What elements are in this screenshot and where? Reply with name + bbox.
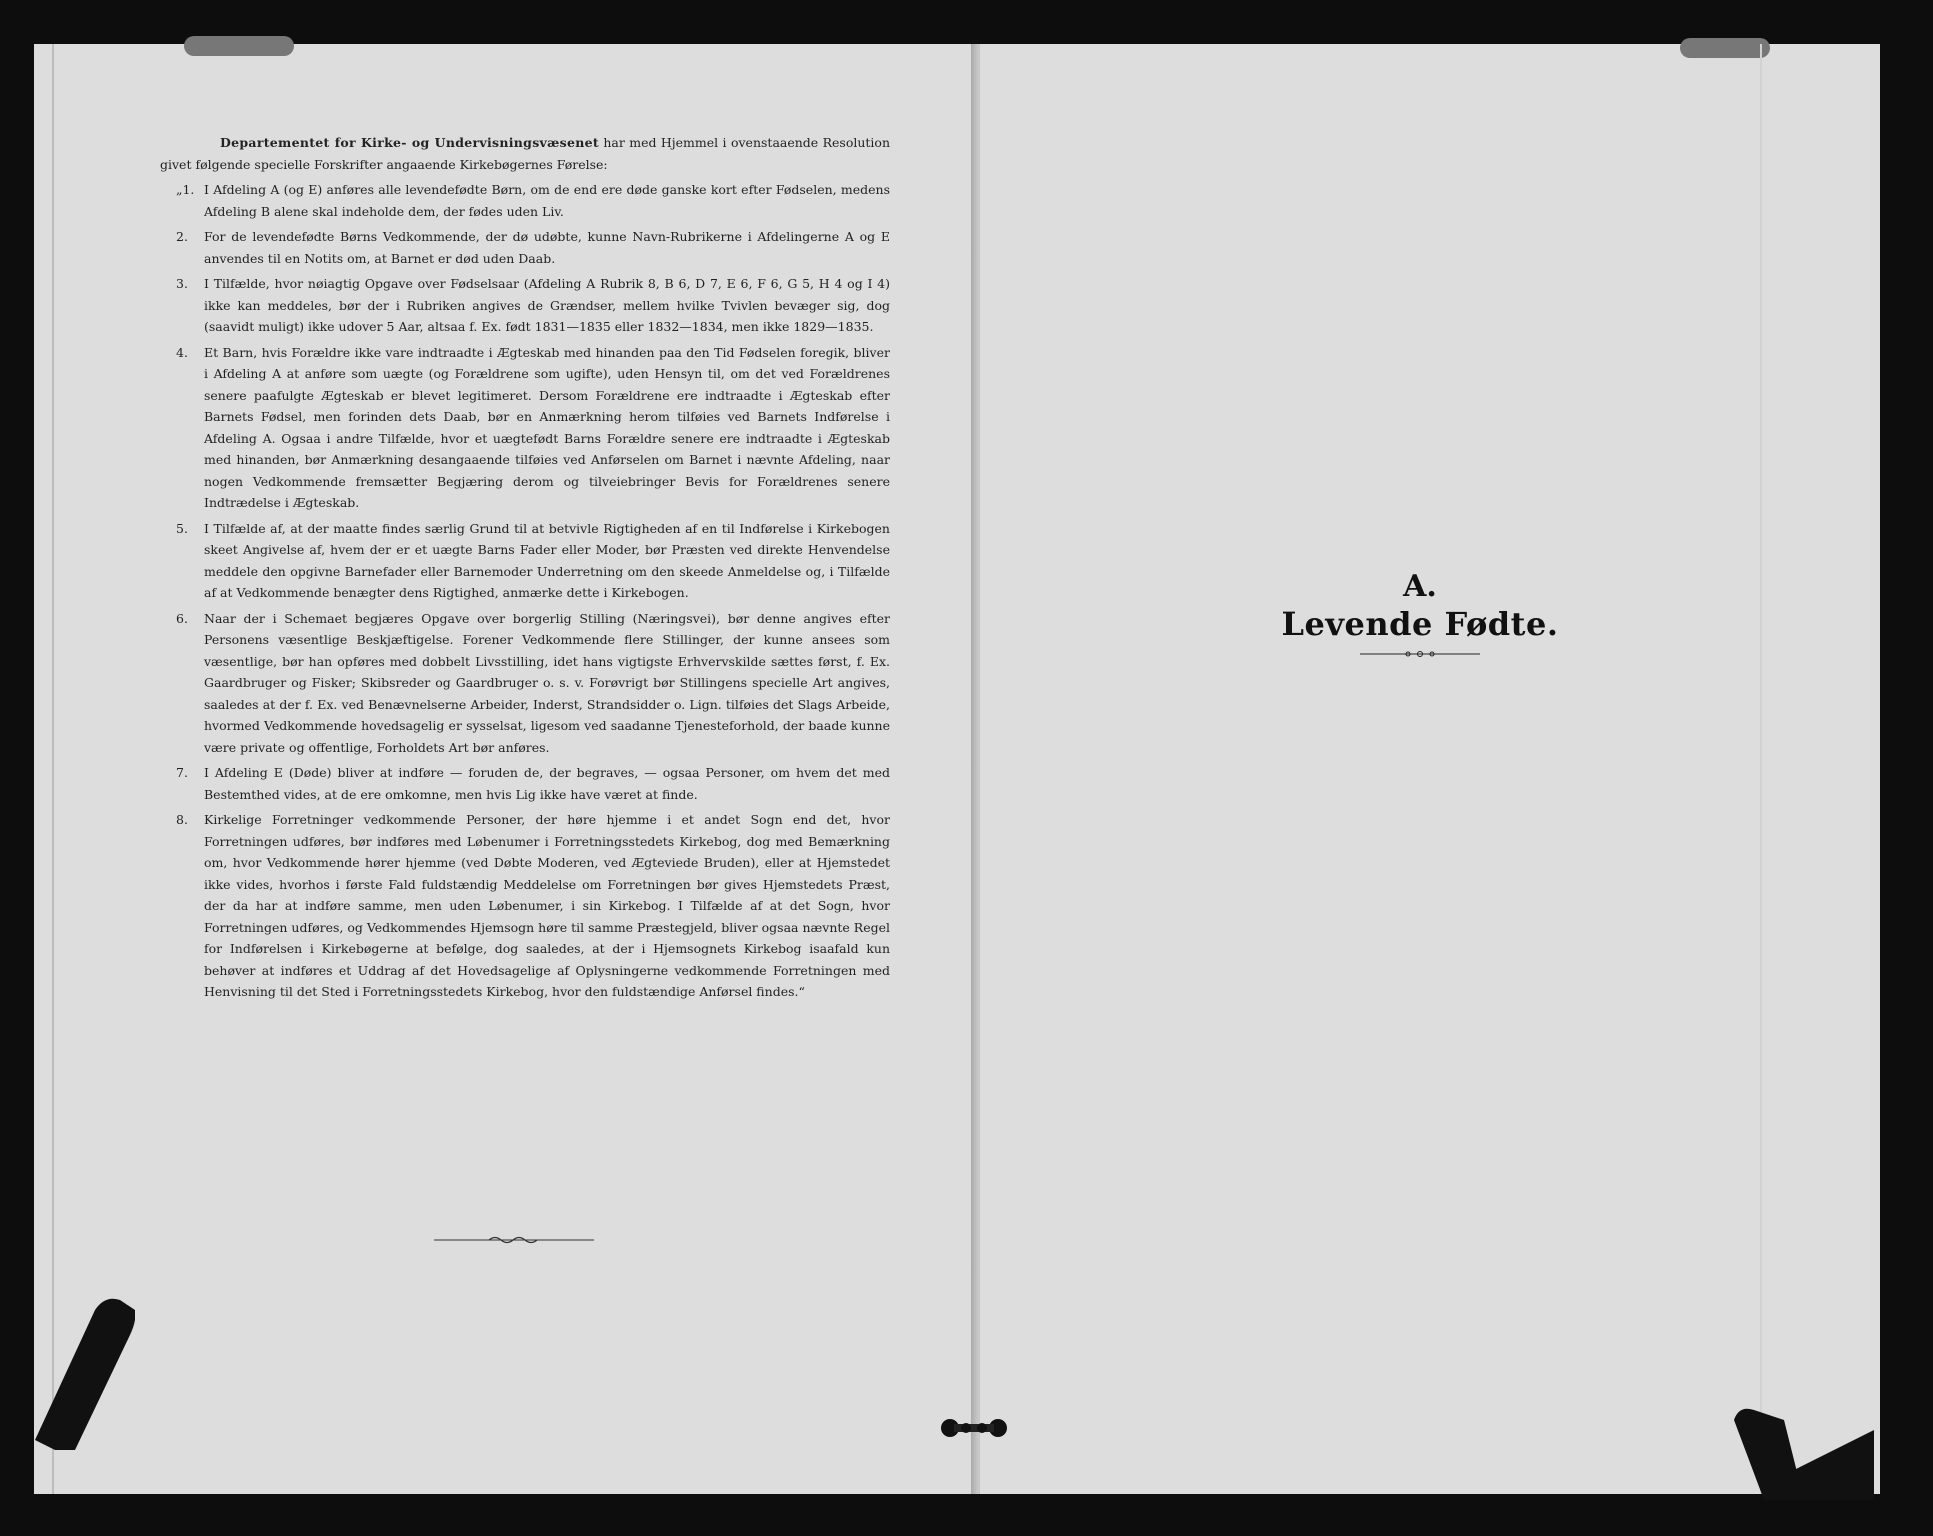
- page-tab: [1680, 38, 1770, 58]
- rule-item: [160, 762, 890, 805]
- rule-number: 8.: [176, 812, 188, 827]
- decorative-rule-ornament-icon: [1360, 650, 1480, 658]
- page-corner-shadow: [35, 1290, 135, 1450]
- left-margin-rule: [52, 44, 54, 1494]
- section-heading: [1270, 570, 1570, 658]
- rule-item: [160, 273, 890, 338]
- section-title: Levende Fødte.: [1281, 605, 1559, 643]
- rule-text: For de levendefødte Børns Vedkommende, der dø udøbte, kunne Navn-Rubrikerne i Afdelingerne A og E anvendes til en Notits om, at Barnet er død uden Daab.: [204, 229, 890, 266]
- intro-heading: Departementet for Kirke- og Undervisningsvæsenet: [220, 135, 599, 150]
- intro-paragraph: [160, 132, 890, 175]
- right-page: [980, 44, 1880, 1494]
- rule-number: 7.: [176, 765, 188, 780]
- rule-text: Et Barn, hvis Forældre ikke vare indtraadte i Ægteskab med hinanden paa den Tid Fødselen foregik, bliver i Afdeling A at anføre som uægte (og Forældrene som ugifte), uden Hensyn til, om det ved Forældrenes senere paafulgte Ægteskab er blevet legitimeret. Dersom Forældrene ere indtraadte i Ægteskab efter Barnets Fødsel, men forinden dets Daab, bør en Anmærkning herom tilføies ved Barnets Indførelse i Afdeling A. Ogsaa i andre Tilfælde, hvor et uægtefødt Barns Forældre senere ere indtraadte i Ægteskab med hinanden, bør Anmærkning desangaaende tilføies ved Anførselen om Barnet i nævnte Afdeling, naar nogen Vedkommende fremsætter Begjæring derom og tilveiebringer Bevis for Forældrenes senere Indtrædelse i Ægteskab.: [204, 344, 890, 510]
- rule-text: I Tilfælde, hvor nøiagtig Opgave over Fødselsaar (Afdeling A Rubrik 8, B 6, D 7, E 6, F 6, G 5, H 4 og I 4) ikke kan meddeles, bør der i Rubriken angives de Grændser, mellem hvilke Tvivlen bevæger sig, dog (saavidt muligt) ikke udover 5 Aar, altsaa f. Ex. født 1831—1835 eller 1832—1834, men ikke 1829—1835.: [204, 276, 890, 334]
- rule-item: [160, 179, 890, 222]
- page-corner-shadow: [1734, 1400, 1874, 1500]
- page-tab: [184, 36, 294, 56]
- rules-list: [160, 179, 890, 1003]
- rule-item: [160, 608, 890, 759]
- decorative-rule-ornament-icon: [434, 1236, 594, 1244]
- rule-number: „1.: [176, 182, 195, 197]
- rule-text: Naar der i Schemaet begjæres Opgave over borgerlig Stilling (Næringsvei), bør denne angives efter Personens væsentlige Beskjæftigelse. Forener Vedkommende flere Stillinger, der kunne ansees som væsentlige, bør han opføres med dobbelt Livsstilling, idet hans vigtigste Erhvervskilde sættes først, f. Ex. Gaardbruger og Fisker; Skibsreder og Gaardbruger o. s. v. Forøvrigt bør Stillingens specielle Art angives, saaledes at der f. Ex. ved Benævnelserne Arbeider, Inderst, Strandsidder o. Lign. tilføies det Slags Arbeide, hvormed Vedkommende hovedsagelig er sysselsat, ligesom ved saadanne Tjenesteforhold, der baade kunne være private og offentlige, Forholdets Art bør anføres.: [204, 610, 890, 755]
- rule-item: [160, 518, 890, 604]
- rule-number: 3.: [176, 276, 188, 291]
- rule-text: I Tilfælde af, at der maatte findes særlig Grund til at betvivle Rigtigheden af en til Indførelse i Kirkebogen skeet Angivelse af, hvem der er et uægte Barns Fader eller Moder, bør Præsten ved direkte Henvendelse meddele den opgivne Barnefader eller Barnemoder Underretning om den skeede Anmeldelse og, i Tilfælde af at Vedkommende benægter dens Rigtighed, anmærke dette i Kirkebogen.: [204, 520, 890, 600]
- left-page: [34, 44, 982, 1494]
- rule-item: [160, 226, 890, 269]
- rule-item: [160, 342, 890, 514]
- rule-text: I Afdeling A (og E) anføres alle levendefødte Børn, om de end ere døde ganske kort efter Fødselen, medens Afdeling B alene skal indeholde dem, der fødes uden Liv.: [204, 182, 890, 219]
- regulations-text: [160, 132, 890, 1003]
- faint-column-rule: [1760, 44, 1762, 1494]
- intro-text: har med Hjemmel i ovenstaaende Resolution givet følgende specielle Forskrifter angaaende Kirkebøgernes Førelse:: [160, 135, 890, 172]
- rule-number: 4.: [176, 344, 188, 360]
- binding-clasp-icon: [940, 1414, 1010, 1442]
- rule-number: 5.: [176, 520, 188, 536]
- rule-text: Kirkelige Forretninger vedkommende Personer, der høre hjemme i et andet Sogn end det, hvor Forretningen udføres, bør indføres med Løbenumer i Forretningsstedets Kirkebog, dog med Bemærkning om, hvor Vedkommende hører hjemme (ved Døbte Moderen, ved Ægteviede Bruden), eller at Hjemstedet ikke vides, hvorhos i første Fald fuldstændig Meddelelse om Forretningen bør gives Hjemstedets Præst, der da har at indføre samme, men uden Løbenumer, i sin Kirkebog. I Tilfælde af at det Sogn, hvor Forretningen udføres, og Vedkommendes Hjemsogn høre til samme Præstegjeld, bliver ogsaa nævnte Regel for Indførelsen i Kirkebøgerne at befølge, dog saaledes, at der i Hjemsognets Kirkebog isaafald kun behøver at indføres et Uddrag af det Hovedsagelige af Oplysningerne vedkommende Forretningen med Henvisning til det Sted i Forretningsstedets Kirkebog, hvor den fuldstændige Anførsel findes.“: [204, 812, 890, 999]
- rule-item: [160, 809, 890, 1003]
- rule-text: I Afdeling E (Døde) bliver at indføre — foruden de, der begraves, — ogsaa Personer, om hvem det med Bestemthed vides, at de ere omkomne, men hvis Lig ikke have været at finde.: [204, 765, 890, 802]
- rule-number: 2.: [176, 229, 188, 244]
- section-letter: A.: [1403, 569, 1437, 604]
- rule-number: 6.: [176, 610, 188, 626]
